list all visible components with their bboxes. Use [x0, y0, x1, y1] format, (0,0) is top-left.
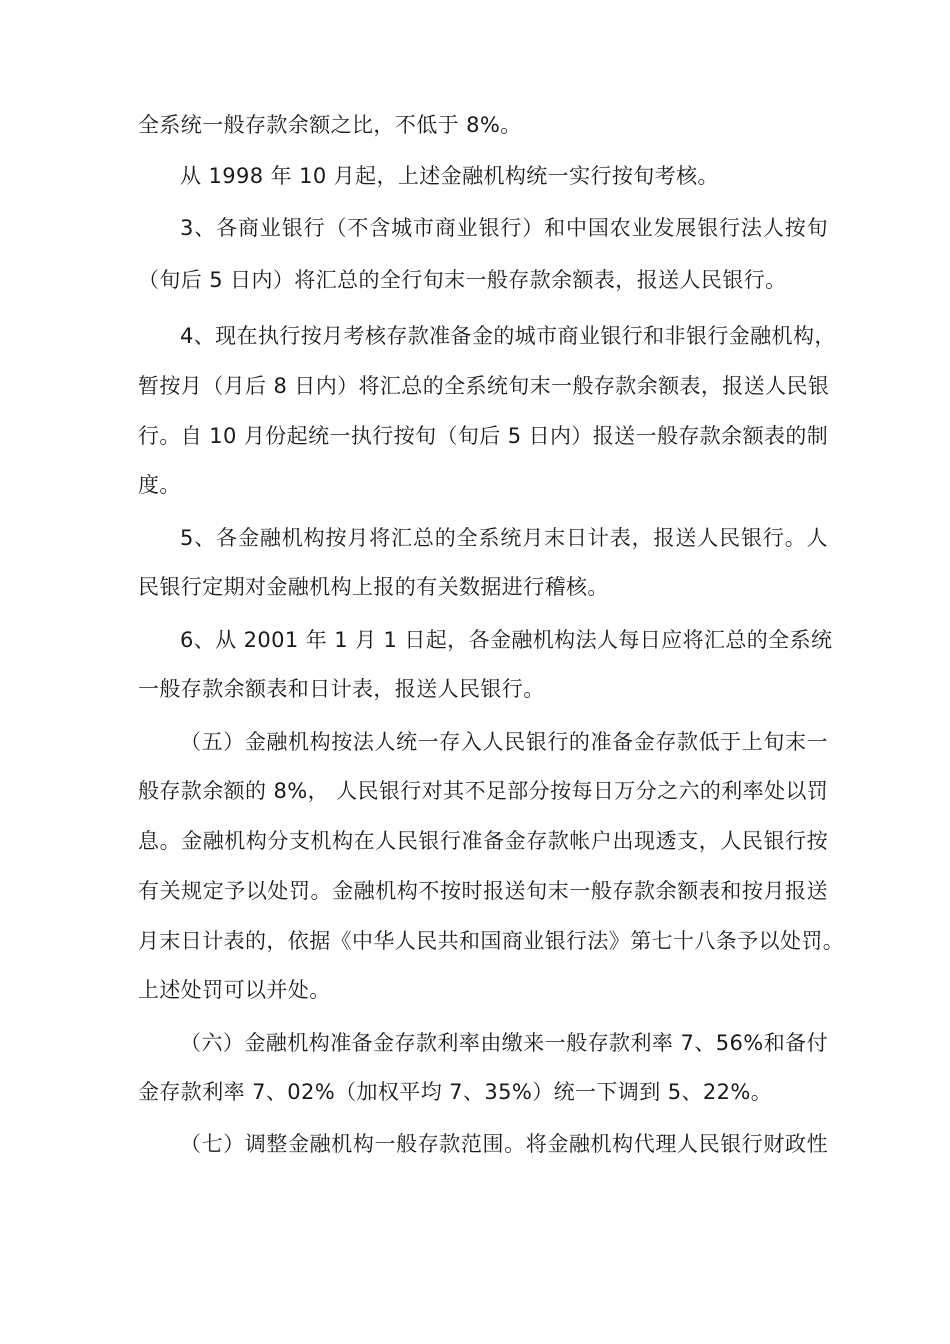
text-line: 月末日计表的，依据《中华人民共和国商业银行法》第七十八条予以处罚。	[138, 929, 845, 953]
text-line: 般存款余额的 8%， 人民银行对其不足部分按每日万分之六的利率处以罚	[138, 779, 829, 803]
text-line: 度。	[138, 473, 181, 497]
text-line: 行。自 10 月份起统一执行按旬（旬后 5 日内）报送一般存款余额表的制	[138, 424, 829, 448]
text-line: （六）金融机构准备金存款利率由缴来一般存款利率 7、56%和备付	[180, 1031, 828, 1055]
text-line: （五）金融机构按法人统一存入人民银行的准备金存款低于上旬末一	[180, 730, 828, 754]
text-line: （七）调整金融机构一般存款范围。将金融机构代理人民银行财政性	[180, 1132, 828, 1156]
text-line: 6、从 2001 年 1 月 1 日起，各金融机构法人每日应将汇总的全系统	[180, 628, 833, 652]
text-line: 上述处罚可以并处。	[138, 978, 331, 1002]
text-line: 暂按月（月后 8 日内）将汇总的全系统旬末一般存款余额表，报送人民银	[138, 374, 830, 398]
text-line: 一般存款余额表和日计表，报送人民银行。	[138, 677, 545, 701]
text-line: 金存款利率 7、02%（加权平均 7、35%）统一下调到 5、22%。	[138, 1080, 773, 1104]
text-line: 从 1998 年 10 月起，上述金融机构统一实行按旬考核。	[180, 164, 719, 188]
text-line: （旬后 5 日内）将汇总的全行旬末一般存款余额表，报送人民银行。	[138, 268, 787, 292]
text-line: 民银行定期对金融机构上报的有关数据进行稽核。	[138, 575, 609, 599]
text-line: 息。金融机构分支机构在人民银行准备金存款帐户出现透支，人民银行按	[138, 829, 828, 853]
text-line: 3、各商业银行（不含城市商业银行）和中国农业发展银行法人按旬	[180, 216, 828, 240]
text-line: 5、各金融机构按月将汇总的全系统月末日计表，报送人民银行。人	[180, 526, 828, 550]
text-line: 全系统一般存款余额之比，不低于 8%。	[138, 113, 522, 137]
text-line: 4、现在执行按月考核存款准备金的城市商业银行和非银行金融机构，	[180, 324, 836, 348]
text-line: 有关规定予以处罚。金融机构不按时报送旬末一般存款余额表和按月报送	[138, 879, 828, 903]
